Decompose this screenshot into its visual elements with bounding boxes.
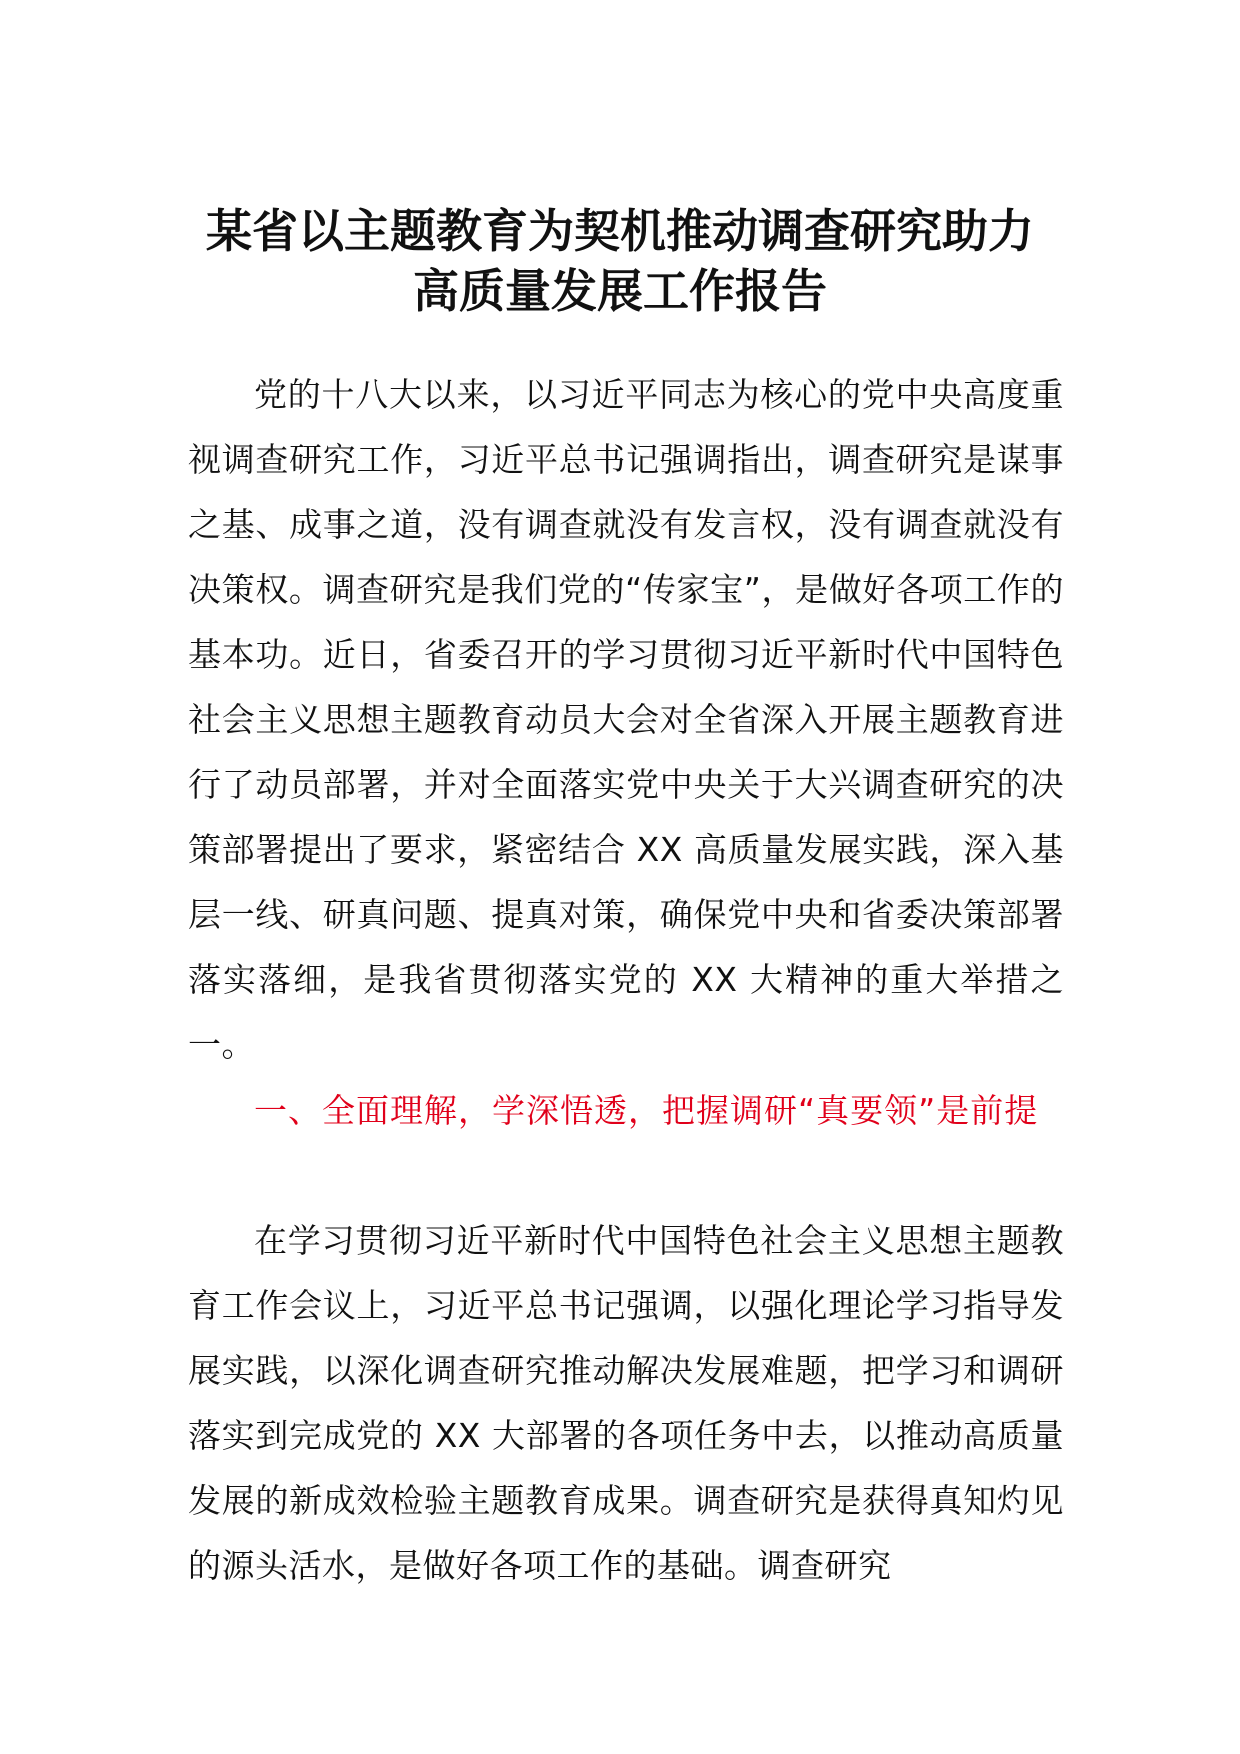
document-title-line-1: 某省以主题教育为契机推动调查研究助力 <box>206 204 1034 258</box>
section-1-paragraph: 在学习贯彻习近平新时代中国特色社会主义思想主题教育工作会议上，习近平总书记强调，以强化理论学习指导发展实践，以深化调查研究推动解决发展难题，把学习和调研落实到完成党的 XX 大部署的各项任务中去，以推动高质量发展的新成效检验主题教育成果。调查研究是获得真知灼见的源头活水，是做好各项工作的基础。调查研究 <box>188 1221 1064 1585</box>
section-heading-1: 一、全面理解，学深悟透，把握调研“真要领”是前提 <box>254 1091 1039 1130</box>
document-title-line-2: 高质量发展工作报告 <box>413 264 827 318</box>
intro-paragraph: 党的十八大以来，以习近平同志为核心的党中央高度重视调查研究工作，习近平总书记强调指出，调查研究是谋事之基、成事之道，没有调查就没有发言权，没有调查就没有决策权。调查研究是我们党的“传家宝”，是做好各项工作的基本功。近日，省委召开的学习贯彻习近平新时代中国特色社会主义思想主题教育动员大会对全省深入开展主题教育进行了动员部署，并对全面落实党中央关于大兴调查研究的决策部署提出了要求，紧密结合 XX 高质量发展实践，深入基层一线、研真问题、提真对策，确保党中央和省委决策部署落实落细，是我省贯彻落实党的 XX 大精神的重大举措之一。 <box>188 375 1064 1064</box>
